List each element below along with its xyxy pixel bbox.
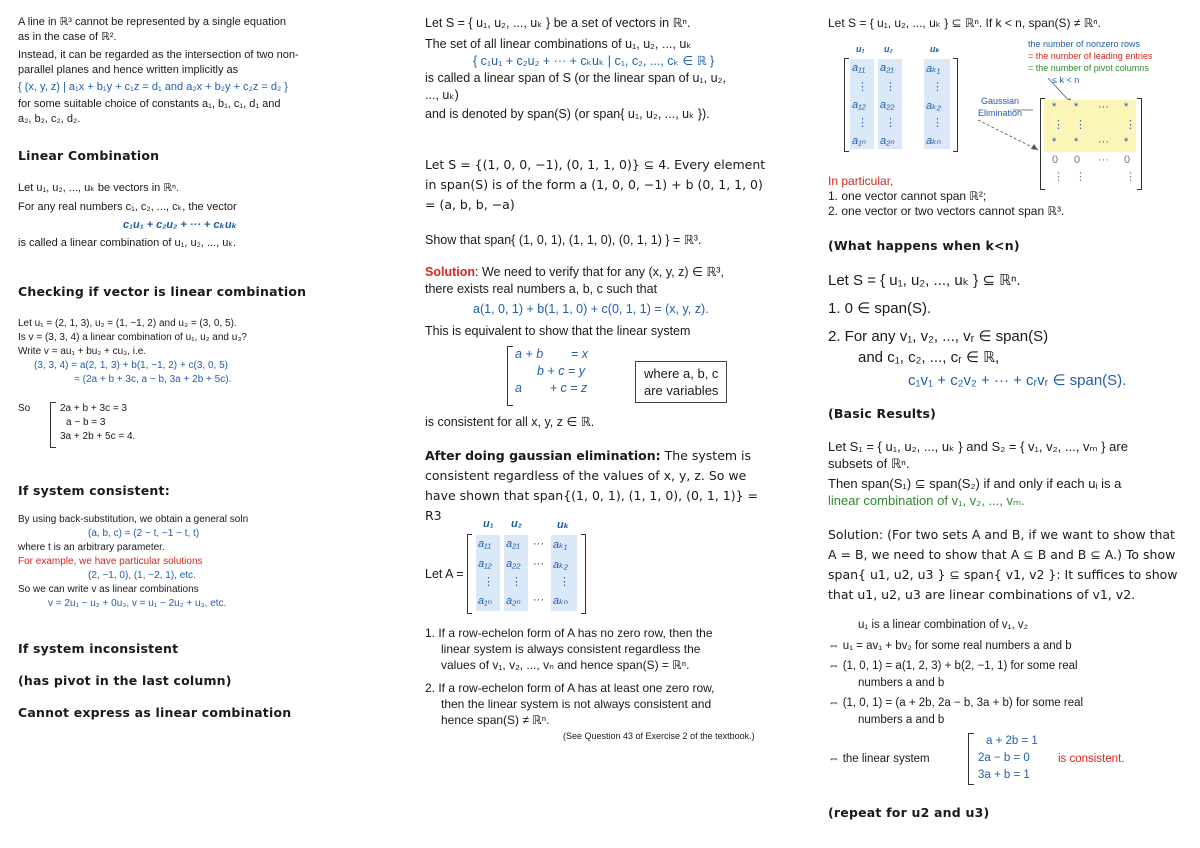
result-line: values of v₁, v₂, ..., vₙ and hence span(S) = ℝⁿ. bbox=[441, 658, 690, 672]
consistent-line: So we can write v as linear combinations bbox=[18, 584, 199, 595]
let-a-label: Let A = bbox=[425, 567, 464, 581]
equiv-line: ⇔ (1, 0, 1) = (a + 2b, 2a − b, 3a + b) for some real bbox=[828, 697, 1084, 709]
result-line: then the linear system is not always consistent and bbox=[441, 697, 712, 711]
consistent-line: (a, b, c) = (2 − t, −1 − t, t) bbox=[88, 528, 200, 539]
echelon-cell: * bbox=[1124, 101, 1129, 113]
echelon-cell: * bbox=[1124, 136, 1129, 148]
matrix-header: u₂ bbox=[511, 518, 522, 530]
matrix-header: uₖ bbox=[557, 519, 570, 531]
matrix-cell: ⋮ bbox=[932, 81, 943, 93]
linear-system bbox=[515, 346, 588, 397]
result-two bbox=[425, 680, 715, 728]
consistent-text bbox=[18, 513, 248, 611]
span-formula: { c₁u₁ + c₂u₂ + ··· + cₖuₖ | c₁, c₂, ..., cₖ ∈ ℝ } bbox=[473, 54, 715, 68]
nonzero-line: the number of nonzero rows bbox=[1028, 39, 1141, 49]
system-eq: 3a + 2b + 5c = 4. bbox=[60, 431, 136, 442]
check-line: Is v = (3, 3, 4) a linear combination of u₁, u₂ and u₃? bbox=[18, 332, 247, 343]
matrix-cell: ⋮ bbox=[559, 576, 570, 588]
span-line: Let S = { u₁, u₂, ..., uₖ } be a set of vectors in ℝⁿ. bbox=[425, 16, 691, 30]
matrix-cell: aₖ₂ bbox=[926, 100, 941, 112]
system-brace bbox=[507, 346, 513, 406]
consistent-line: By using back-substitution, we obtain a general soln bbox=[18, 514, 249, 525]
particular-list bbox=[828, 189, 1064, 219]
system-brace bbox=[968, 733, 974, 785]
matrix-cell: a₂ₙ bbox=[506, 595, 521, 607]
echelon-cell: 0 bbox=[1124, 154, 1131, 166]
nonzero-line: ≤ k < n bbox=[1052, 75, 1080, 85]
span-line: and is denoted by span(S) (or span{ u₁, u₂, ..., uₖ }). bbox=[425, 107, 710, 121]
system-eq: 3a + b = 1 bbox=[978, 769, 1030, 781]
lc-formula: c₁u₁ + c₂u₂ + ··· + cₖuₖ bbox=[123, 219, 237, 231]
matrix-cell: ⋮ bbox=[885, 81, 896, 93]
echelon-cell: * bbox=[1052, 101, 1057, 113]
matrix-cell: a₁ₙ bbox=[478, 595, 492, 607]
intro-line: for some suitable choice of constants a₁, b₁, c₁, d₁ and bbox=[18, 98, 281, 110]
span-definition bbox=[425, 15, 726, 123]
echelon-cell: ··· bbox=[1098, 136, 1109, 148]
solution-line: there exists real numbers a, b, c such that bbox=[425, 282, 658, 296]
intro-line: a₂, b₂, c₂, d₂. bbox=[18, 113, 81, 125]
equiv-system-label: ⇔ the linear system bbox=[828, 753, 930, 765]
matrix-right-bracket bbox=[1137, 98, 1142, 190]
span-example-note: Let S = {(1, 0, 0, −1), (0, 1, 1, 0)} ⊆ 4. Every element in span(S) is of the form a (1, 0, 0, −1) + b (0, 1, 1, 0) = (a, b, b, −a) bbox=[425, 157, 766, 212]
check-line: Let u₁ = (2, 1, 3), u₂ = (1, −1, 2) and u₃ = (3, 0, 5). bbox=[18, 318, 237, 329]
matrix-cell: ⋮ bbox=[885, 117, 896, 129]
matrix-cell: a₁ₙ bbox=[852, 135, 866, 147]
solution-block bbox=[425, 264, 724, 340]
echelon-cell: ⋮ bbox=[1125, 171, 1136, 183]
result-line: 1. If a row-echelon form of A has no zero row, then the bbox=[425, 626, 713, 640]
echelon-cell: ⋮ bbox=[1125, 119, 1136, 131]
matrix-left-bracket bbox=[467, 534, 472, 614]
matrix-cell: ⋮ bbox=[483, 576, 494, 588]
matrix-cell: a₁₁ bbox=[852, 62, 866, 74]
equiv-line: ⇔ u₁ = av₁ + bv₂ for some real numbers a and b bbox=[828, 640, 1072, 652]
basic-let: Let S = { u₁, u₂, ..., uₖ } ⊆ ℝⁿ. bbox=[828, 272, 1021, 289]
lc-line: is called a linear combination of u₁, u₂, ..., uₖ. bbox=[18, 237, 237, 249]
basic-result-two bbox=[828, 326, 1126, 391]
span-line: The set of all linear combinations of u₁, u₂, ..., uₖ bbox=[425, 37, 692, 51]
subset-line: linear combination of v₁, v₂, ..., vₘ. bbox=[828, 493, 1025, 508]
matrix-cell: ⋮ bbox=[932, 117, 943, 129]
basic-line: c₁v₁ + c₂v₂ + ··· + cᵣvᵣ ∈ span(S). bbox=[908, 372, 1127, 389]
intro-line: A line in ℝ³ cannot be represented by a single equation bbox=[18, 16, 287, 28]
echelon-cell: ⋮ bbox=[1053, 119, 1064, 131]
in-particular: In particular, bbox=[828, 174, 894, 188]
system-eq: a + b = x bbox=[515, 347, 588, 361]
equiv-line: numbers a and b bbox=[858, 714, 945, 726]
coefficient-matrix bbox=[473, 518, 623, 614]
matrix-cell: a₂₂ bbox=[506, 558, 521, 570]
matrix-cell: ⋮ bbox=[857, 81, 868, 93]
matrix-cell: a₁₂ bbox=[478, 558, 492, 570]
heading-cannot: Cannot express as linear combination bbox=[18, 705, 292, 720]
gauss-bold: After doing gaussian elimination: bbox=[425, 448, 661, 463]
system-eq: 2a − b = 0 bbox=[978, 752, 1030, 764]
solution-label: Solution bbox=[425, 265, 475, 279]
check-line: (3, 3, 4) = a(2, 1, 3) + b(1, −1, 2) + c(3, 0, 5) bbox=[34, 360, 228, 371]
matrix-cell: a₂₂ bbox=[880, 99, 895, 111]
heading-pivot: (has pivot in the last column) bbox=[18, 673, 232, 688]
intro-line: Instead, it can be regarded as the intersection of two non- bbox=[18, 49, 299, 61]
equiv-consistent: is consistent. bbox=[1058, 753, 1125, 765]
variables-box bbox=[635, 361, 727, 403]
matrix-cell: aₖₙ bbox=[926, 135, 942, 147]
system-brace bbox=[50, 402, 56, 448]
so-label: So bbox=[18, 403, 31, 414]
basic-line: and c₁, c₂, ..., cᵣ ∈ ℝ, bbox=[858, 349, 1000, 366]
particular-item: 2. one vector or two vectors cannot span ℝ³. bbox=[828, 204, 1065, 218]
matrix-cell: aₖ₂ bbox=[553, 559, 568, 571]
heading-k-lt-n: (What happens when k<n) bbox=[828, 238, 1020, 253]
matrix-header: uₖ bbox=[930, 44, 940, 54]
heading-checking: Checking if vector is linear combination bbox=[18, 284, 307, 299]
system-eq: a + 2b = 1 bbox=[986, 735, 1038, 747]
solution-line: This is equivalent to show that the linear system bbox=[425, 324, 691, 338]
gaussian-line: Elimination bbox=[978, 108, 1023, 118]
line-intro-block bbox=[18, 15, 299, 127]
solution-first-line bbox=[425, 264, 724, 281]
subset-line: subsets of ℝⁿ. bbox=[828, 456, 910, 471]
span-line: ..., uₖ) bbox=[425, 88, 459, 102]
solution-note: Solution: (For two sets A and B, if we want to show that A = B, we need to show that A ⊆ B and B ⊆ A.) To show span{ u1, u2, u3 } ⊆ span{ v1, v2 }: It suffices to show that u1, u2, u3 are linear combinations of v1, v2. bbox=[828, 527, 1178, 602]
result-one bbox=[425, 625, 713, 673]
subset-line: Then span(S₁) ⊆ span(S₂) if and only if each uᵢ is a bbox=[828, 476, 1122, 491]
matrix-dots: ··· bbox=[533, 594, 544, 606]
particular-item: 1. one vector cannot span ℝ²; bbox=[828, 189, 987, 203]
equiv-head: u₁ is a linear combination of v₁, v₂ bbox=[858, 619, 1029, 631]
intro-line: as in the case of ℝ². bbox=[18, 31, 117, 43]
basic-line: 2. For any v₁, v₂, ..., vᵣ ∈ span(S) bbox=[828, 328, 1049, 345]
consistent-line: where t is an arbitrary parameter. bbox=[18, 542, 165, 553]
matrix-cell: aₖ₁ bbox=[553, 539, 568, 551]
echelon-cell: ⋮ bbox=[1053, 171, 1064, 183]
heading-linear-combination: Linear Combination bbox=[18, 148, 160, 163]
system-eq: a − b = 3 bbox=[66, 417, 106, 428]
matrix-cell: aₖ₁ bbox=[926, 63, 941, 75]
check-line: = (2a + b + 3c, a − b, 3a + 2b + 5c). bbox=[74, 374, 232, 385]
matrix-cell: a₂ₙ bbox=[880, 135, 895, 147]
equiv-system bbox=[978, 733, 1038, 784]
matrix-header: u₂ bbox=[884, 44, 893, 54]
kn-top-line: Let S = { u₁, u₂, ..., uₖ } ⊆ ℝⁿ. If k < n, span(S) ≠ ℝⁿ. bbox=[828, 16, 1101, 30]
gauss-note bbox=[425, 446, 775, 526]
gauss-text: The system is consistent regardless of the values of x, y, z. So we have shown that span{(1, 0, 1), (1, 1, 0), (0, 1, 1)} = R3 bbox=[425, 448, 758, 523]
equiv-chain bbox=[828, 638, 1083, 729]
matrix-cell: a₂₁ bbox=[880, 62, 894, 74]
consistent-line: (2, −1, 0), (1, −2, 1), etc. bbox=[88, 570, 196, 581]
matrix-cell: a₁₂ bbox=[852, 99, 866, 111]
matrix-cell: a₂₁ bbox=[506, 538, 520, 550]
nonzero-line: = the number of leading entries bbox=[1028, 51, 1153, 61]
consistent-line: For example, we have particular solutions bbox=[18, 556, 203, 567]
echelon-cell: ⋮ bbox=[1075, 171, 1086, 183]
so-system bbox=[60, 402, 135, 444]
heading-consistent: If system consistent: bbox=[18, 483, 170, 498]
nonzero-line: = the number of pivot columns bbox=[1028, 63, 1149, 73]
solution-line: a(1, 0, 1) + b(1, 1, 0) + c(0, 1, 1) = (x, y, z). bbox=[473, 302, 709, 316]
echelon-cell: * bbox=[1074, 101, 1079, 113]
result-line: linear system is always consistent regardless the bbox=[441, 642, 701, 656]
gaussian-line: Gaussian bbox=[981, 96, 1020, 106]
span-line: is called a linear span of S (or the linear span of u₁, u₂, bbox=[425, 71, 726, 85]
matrix-dots: ··· bbox=[533, 558, 544, 570]
variables-line: where a, b, c bbox=[644, 366, 719, 381]
matrix-header: u₁ bbox=[856, 44, 865, 54]
echelon-cell: ··· bbox=[1098, 101, 1109, 113]
matrix-cell: aₖₙ bbox=[553, 595, 569, 607]
system-eq: 2a + b + 3c = 3 bbox=[60, 403, 127, 414]
echelon-cell: * bbox=[1052, 136, 1057, 148]
textbook-reference: (See Question 43 of Exercise 2 of the textbook.) bbox=[563, 731, 755, 741]
echelon-cell: * bbox=[1074, 136, 1079, 148]
check-example bbox=[18, 317, 247, 387]
matrix-dots: ··· bbox=[533, 538, 544, 550]
subset-line: Let S₁ = { u₁, u₂, ..., uₖ } and S₂ = { v₁, v₂, ..., vₘ } are bbox=[828, 439, 1128, 454]
echelon-cell: 0 bbox=[1052, 154, 1059, 166]
matrix-cell: ⋮ bbox=[511, 576, 522, 588]
intro-line: { (x, y, z) | a₁x + b₁y + c₁z = d₁ and a₂x + b₂y + c₂z = d₂ } bbox=[18, 81, 288, 93]
heading-inconsistent: If system inconsistent bbox=[18, 641, 179, 656]
equiv-line: ⇔ (1, 0, 1) = a(1, 2, 3) + b(2, −1, 1) for some real bbox=[828, 660, 1078, 672]
result-line: 2. If a row-echelon form of A has at least one zero row, bbox=[425, 681, 715, 695]
solution-line: : We need to verify that for any (x, y, z) ∈ ℝ³, bbox=[475, 265, 724, 279]
show-that: Show that span{ (1, 0, 1), (1, 1, 0), (0, 1, 1) } = ℝ³. bbox=[425, 233, 702, 247]
subset-text bbox=[828, 438, 1128, 509]
lc-line: For any real numbers c₁, c₂, ..., cₖ, the vector bbox=[18, 201, 237, 213]
variables-line: are variables bbox=[644, 383, 719, 398]
basic-result-one: 1. 0 ∈ span(S). bbox=[828, 300, 932, 317]
result-line: hence span(S) ≠ ℝⁿ. bbox=[441, 713, 550, 727]
heading-basic-results: (Basic Results) bbox=[828, 406, 937, 421]
system-eq: a + c = z bbox=[515, 381, 588, 395]
consistent-line: is consistent for all x, y, z ∈ ℝ. bbox=[425, 415, 595, 429]
echelon-cell: ⋮ bbox=[1075, 119, 1086, 131]
matrix-cell: ⋮ bbox=[857, 117, 868, 129]
echelon-matrix bbox=[1044, 98, 1144, 190]
system-eq: b + c = y bbox=[537, 364, 585, 378]
matrix-header: u₁ bbox=[483, 518, 494, 530]
check-line: Write v = au₁ + bu₂ + cu₃, i.e. bbox=[18, 346, 147, 357]
equiv-line: numbers a and b bbox=[858, 677, 945, 689]
repeat-note: (repeat for u2 and u3) bbox=[828, 805, 990, 820]
echelon-cell: 0 bbox=[1074, 154, 1081, 166]
matrix-right-bracket bbox=[581, 534, 586, 614]
lc-line: Let u₁, u₂, ..., uₖ be vectors in ℝⁿ. bbox=[18, 182, 180, 194]
matrix-cell: a₁₁ bbox=[478, 538, 492, 550]
consistent-line: v = 2u₁ − u₂ + 0u₃, v = u₁ − 2u₂ + u₃, etc. bbox=[48, 598, 227, 609]
echelon-cell: ··· bbox=[1098, 154, 1109, 166]
lc-definition bbox=[18, 181, 237, 251]
intro-line: parallel planes and hence written implicitly as bbox=[18, 64, 239, 76]
